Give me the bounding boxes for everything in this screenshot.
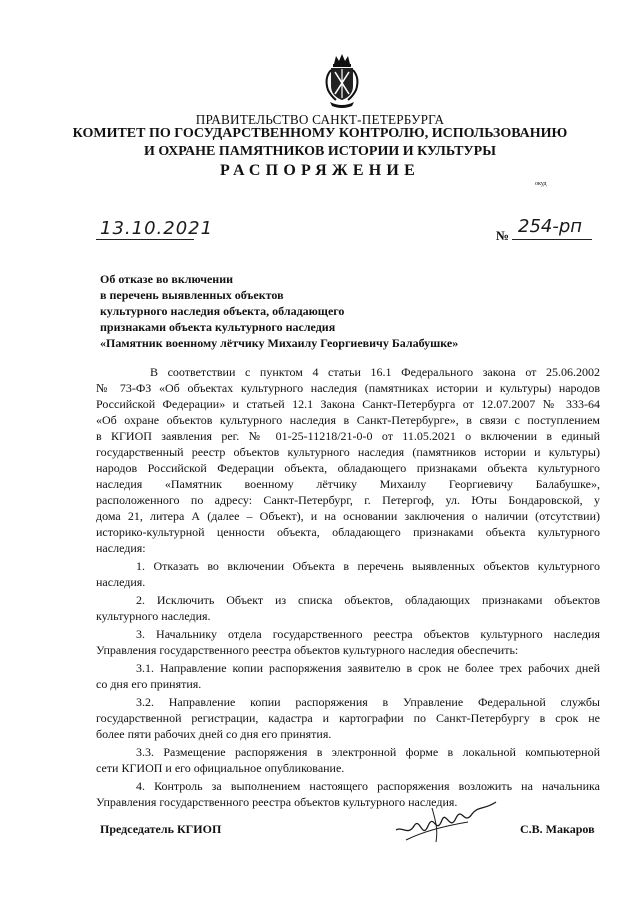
body-line: в КГИОП заявления рег. № 01-25-11218/21-0-0 от 11.05.2021 о включении в единый [96,429,600,443]
body-line: 4. Контроль за выполнением настоящего распоряжения возложить на начальника [136,779,600,793]
body-line: Управления государственного реестра объектов культурного наследия обеспечить: [96,643,519,657]
subject-block [100,271,458,351]
subject-line: признаками объекта культурного наследия [100,320,336,334]
body-line: государственной регистрации, кадастра и картографии по Санкт-Петербургу в срок не [96,711,600,725]
body-line: «Об охране объектов культурного наследия в Санкт-Петербурге», в связи с поступлением [96,413,600,427]
number-sign: № [496,228,510,243]
body-line: № 73-ФЗ «Об объектах культурного наследия (памятниках истории и культуры) народов [96,381,600,395]
date-underline [96,239,194,240]
body-line: со дня его принятия. [96,677,202,691]
body-line: Управления государственного реестра объектов культурного наследия. [96,795,458,809]
body-line: культурного наследия. [96,609,211,623]
document-type: РАСПОРЯЖЕНИЕ [220,162,420,179]
body-line: расположенного по адресу: Санкт-Петербург, г. Петергоф, ул. Юты Бондаровской, у [96,493,600,507]
body-line: более пяти рабочих дней со дня его принятия. [96,727,332,741]
body-line: 3.3. Размещение распоряжения в электронной форме в локальной компьютерной [136,745,600,759]
subject-line: Об отказе во включении [100,272,234,286]
body-line: наследия: [96,541,146,555]
body-line: историко-культурной ценности объекта, обладающего признаками объекта культурного [96,525,600,539]
body-line: наследия «Памятник военному лётчику Михаилу Георгиевичу Балабушке», [96,477,600,491]
body-line: 3. Начальнику отдела государственного реестра объектов культурного наследия [136,627,600,641]
subject-line: в перечень выявленных объектов [100,288,284,302]
body-line: народов Российской Федерации объекта, обладающего признаками объекта культурного [96,461,600,475]
body-line: государственный реестр объектов культурного наследия (памятников истории и культуры) [96,445,600,459]
handwritten-signature [392,796,500,848]
body-line: Российской Федерации» и статьей 12.1 Закона Санкт-Петербурга от 12.07.2007 № 333-64 [96,397,600,411]
subject-line: «Памятник военному лётчику Михаилу Георгиевичу Балабушке» [100,336,459,350]
body-line: 3.1. Направление копии распоряжения заявителю в срок не более трех рабочих дней [136,661,600,675]
body-line: наследия. [96,575,146,589]
body-line: 2. Исключить Объект из списка объектов, обладающих признаками объектов [136,593,600,607]
okud-note: окуд [535,181,547,187]
document-date: 13.10.2021 [100,218,214,239]
body-line: 1. Отказать во включении Объекта в перечень выявленных объектов культурного [136,559,600,573]
committee-title-line1: КОМИТЕТ ПО ГОСУДАРСТВЕННОМУ КОНТРОЛЮ, ИСПОЛЬЗОВАНИЮ [72,126,568,141]
body-line: В соответствии с пунктом 4 статьи 16.1 Федерального закона от 25.06.2002 [150,365,600,379]
government-title: ПРАВИТЕЛЬСТВО САНКТ-ПЕТЕРБУРГА [195,112,445,127]
body-line: дома 21, литера А (далее – Объект), и на основании заключения о наличии (отсутствии) [96,509,600,523]
signer-name: С.В. Макаров [520,822,595,836]
body-line: 3.2. Направление копии распоряжения в Управление Федеральной службы [136,695,600,709]
subject-line: культурного наследия объекта, обладающего [100,304,345,318]
signer-position: Председатель КГИОП [100,822,222,836]
number-underline [512,239,592,240]
document-number: 254-рп [518,216,583,237]
body-line: сети КГИОП и его официальное опубликование. [96,761,345,775]
committee-title-line2: И ОХРАНЕ ПАМЯТНИКОВ ИСТОРИИ И КУЛЬТУРЫ [144,144,496,159]
coat-of-arms-emblem [322,52,362,110]
